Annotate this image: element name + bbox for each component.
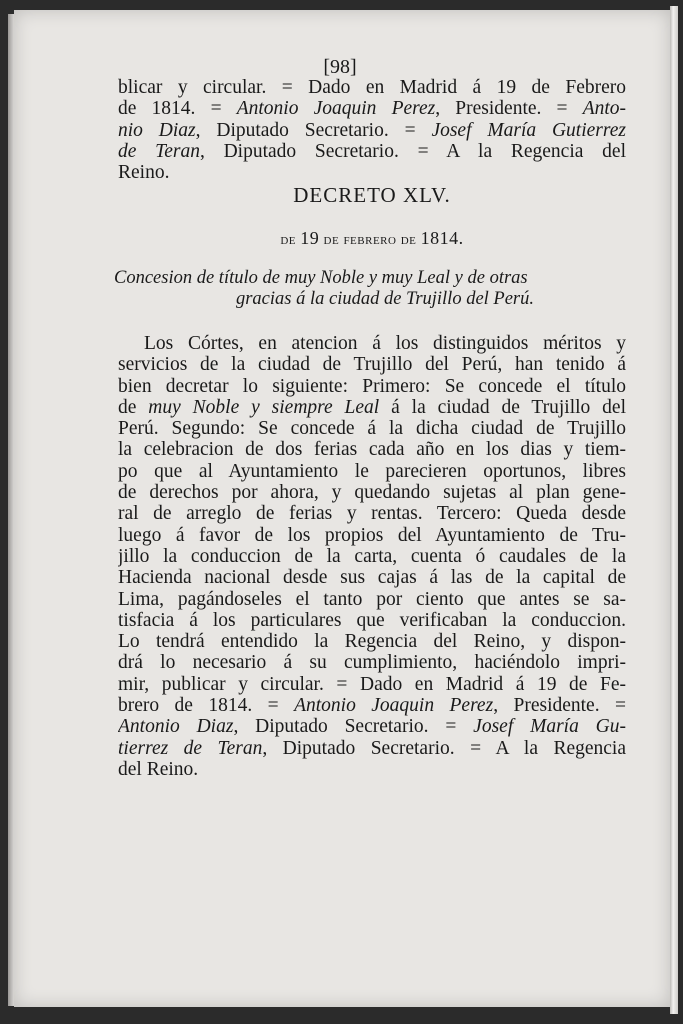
page-number: [98]	[323, 56, 357, 78]
decree-date-day: 19	[300, 228, 320, 248]
decree-date-year: 1814.	[420, 228, 464, 248]
italic-text: Josef María Gu-	[473, 716, 626, 738]
text-run: Perú. Segundo: Se concede á la dicha ciudad de Trujillo	[118, 418, 626, 440]
text-line	[118, 716, 626, 737]
text-run: drá lo necesario á su cumplimiento, haciéndolo impri-	[118, 652, 626, 674]
text-line	[118, 77, 626, 98]
italic-text: Antonio Joaquin Perez	[294, 695, 494, 717]
text-run: luego á favor de los propios del Ayuntamiento de Tru-	[118, 524, 626, 546]
text-line	[118, 333, 626, 354]
text-line	[118, 546, 626, 567]
italic-text: Josef María Gutierrez	[431, 119, 626, 141]
text-run: á la ciudad de Trujillo del	[379, 396, 626, 418]
text-run: brero de 1814. =	[118, 695, 295, 717]
text-run: , Diputado Secretario. = A la Regencia del	[199, 140, 626, 162]
text-line	[118, 759, 626, 780]
text-line	[118, 695, 626, 716]
opening-paragraph	[118, 77, 626, 183]
decree-summary	[110, 268, 630, 310]
text-line	[118, 652, 626, 673]
text-run: ral de arreglo de ferias y rentas. Tercero: Queda desde	[118, 503, 626, 525]
text-line	[118, 461, 626, 482]
text-line	[118, 525, 626, 546]
decree-date-pre: de	[280, 232, 301, 248]
text-run: jillo la conduccion de la carta, cuenta ó caudales de la	[118, 545, 626, 567]
text-run: Reino.	[118, 162, 170, 184]
text-run: , Diputado Secretario. =	[195, 119, 432, 141]
decree-body	[118, 333, 626, 780]
page-edge-right	[670, 6, 678, 1014]
text-line	[118, 418, 626, 439]
text-line	[118, 162, 626, 183]
text-run: de 1814. =	[118, 98, 237, 120]
text-run: , Diputado Secretario. = A la Regencia	[262, 737, 626, 759]
text-run: Los Córtes, en atencion á los distinguidos méritos y	[144, 333, 626, 354]
text-run: tisfacia á los particulares que verificaban la conduccion.	[118, 609, 626, 631]
text-line	[118, 98, 626, 119]
summary-line-1: Concesion de título de muy Noble y muy Leal y de otras	[114, 268, 528, 288]
text-run: del Reino.	[118, 758, 199, 780]
text-run: de derechos por ahora, y quedando sujetas al plan gene-	[118, 482, 626, 504]
decree-title: DECRETO XLV.	[293, 183, 451, 207]
text-run: , Diputado Secretario. =	[233, 716, 474, 738]
text-run: servicios de la ciudad de Trujillo del Perú, han tenido á	[118, 354, 626, 376]
italic-text: muy Noble y siempre Leal	[148, 396, 380, 418]
text-line	[118, 376, 626, 397]
text-line	[118, 631, 626, 652]
text-run: po que al Ayuntamiento le parecieren oportunos, libres	[118, 460, 626, 482]
italic-text: nio Diaz	[118, 119, 196, 141]
italic-text: Antonio Diaz	[118, 716, 234, 738]
text-run: Hacienda nacional desde sus cajas á las de la capital de	[118, 567, 626, 589]
text-run: blicar y circular. = Dado en Madrid á 19 de Febrero	[118, 77, 626, 98]
text-line	[118, 120, 626, 141]
text-run: , Presidente. =	[493, 695, 626, 717]
italic-text: Antonio Joaquin Perez	[236, 98, 436, 120]
decree-date	[118, 228, 626, 249]
text-line	[118, 610, 626, 631]
text-line	[118, 738, 626, 759]
text-line	[118, 589, 626, 610]
italic-text: de Teran	[118, 140, 200, 162]
text-line	[118, 439, 626, 460]
text-line	[118, 503, 626, 524]
text-line	[118, 354, 626, 375]
text-run: , Presidente. =	[435, 98, 583, 120]
text-line	[118, 674, 626, 695]
text-run: bien decretar lo siguiente: Primero: Se concede el título	[118, 375, 626, 397]
decree-date-mid: de febrero de	[319, 232, 421, 248]
text-line	[118, 141, 626, 162]
text-line	[118, 567, 626, 588]
text-run: mir, publicar y circular. = Dado en Madrid á 19 de Fe-	[118, 673, 626, 695]
summary-line-2: gracias á la ciudad de Trujillo del Perú.	[235, 289, 535, 309]
italic-text: tierrez de Teran	[118, 737, 263, 759]
text-line	[118, 397, 626, 418]
text-run: de	[118, 396, 149, 418]
text-run: la celebracion de dos ferias cada año en los dias y tiem-	[118, 439, 626, 461]
italic-text: Anto-	[582, 98, 626, 120]
text-run: Lo tendrá entendido la Regencia del Reino, y dispon-	[118, 631, 626, 653]
text-run: Lima, pagándoseles el tanto por ciento que antes se sa-	[118, 588, 626, 610]
text-line	[118, 482, 626, 503]
